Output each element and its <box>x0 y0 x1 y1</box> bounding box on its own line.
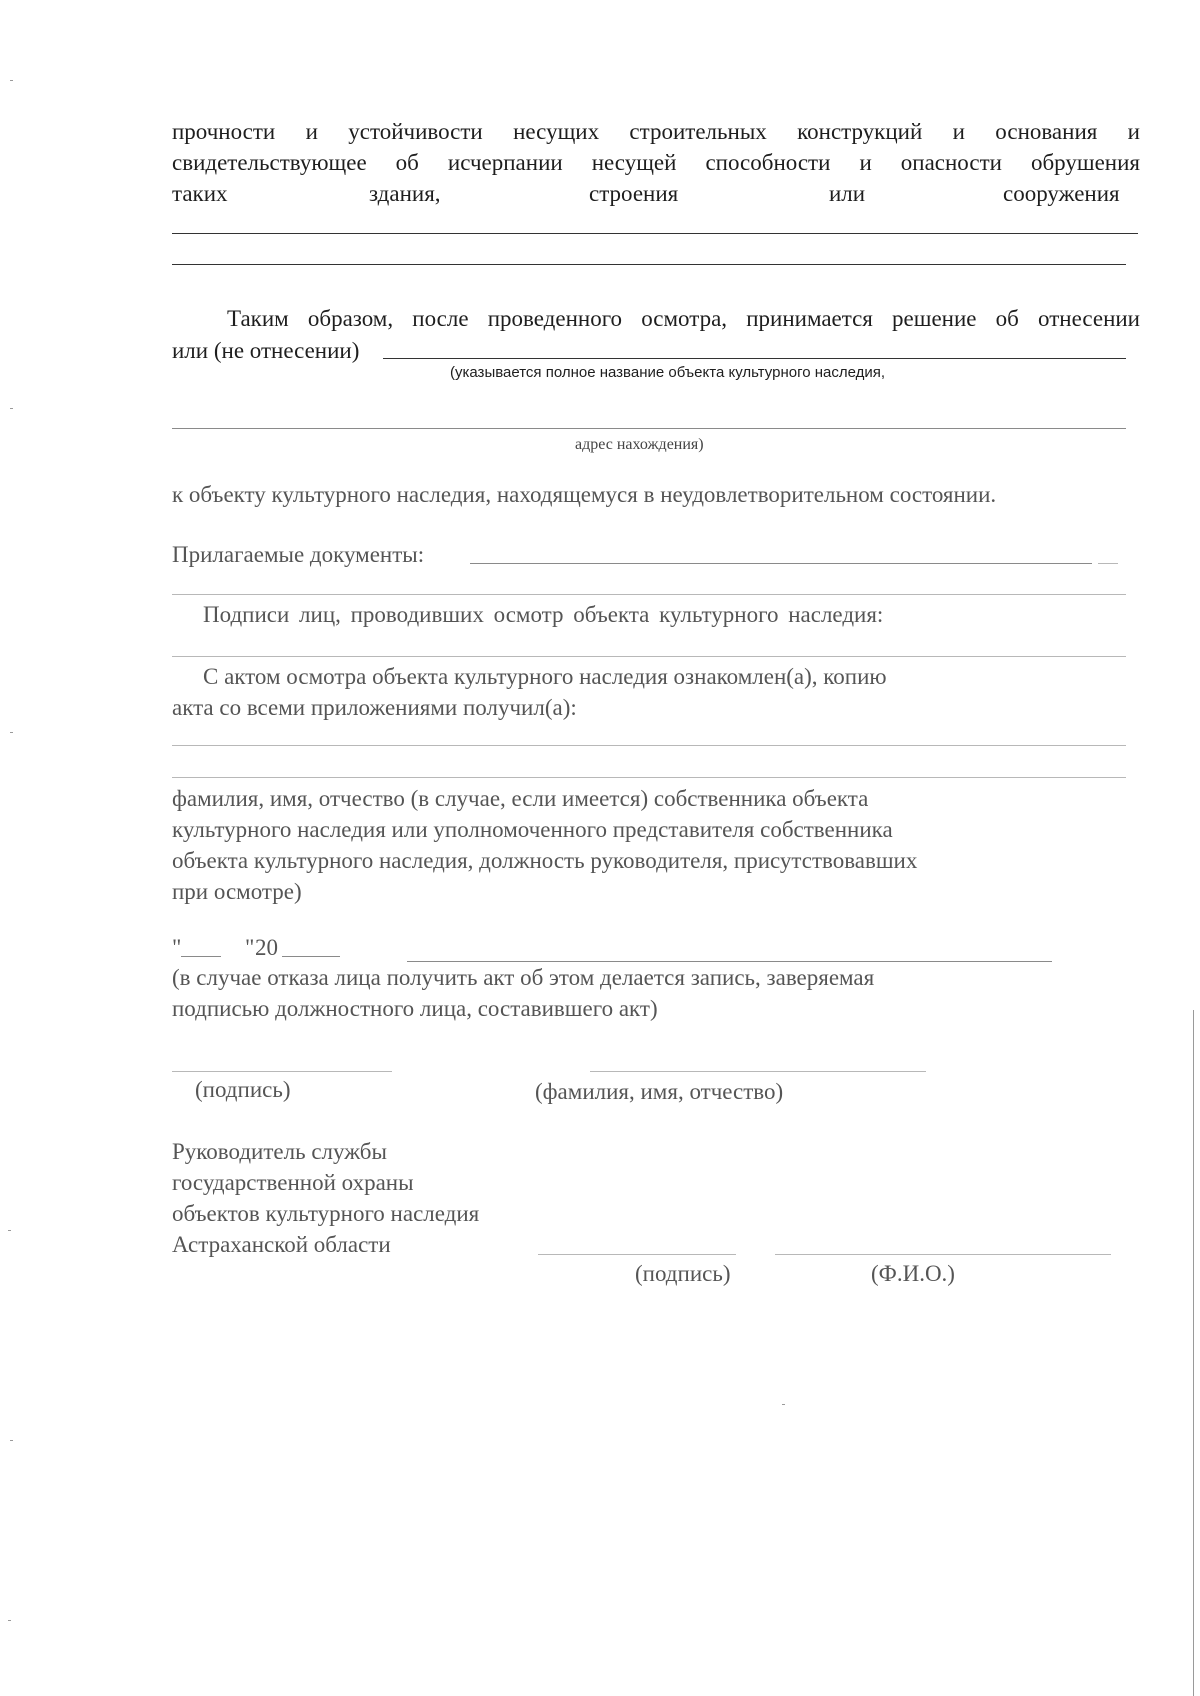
owner-line-1 <box>172 745 1126 746</box>
attachments-label: Прилагаемые документы: <box>172 542 425 567</box>
blank-line-1 <box>172 233 1138 234</box>
address-caption: адрес нахождения) <box>575 436 704 453</box>
attachments-line-2 <box>172 594 1126 595</box>
refusal-line-1: (в случае отказа лица получить акт об этом делается запись, заверяемая <box>172 965 875 990</box>
scan-speck <box>10 408 13 409</box>
signatures-intro: Подписи лиц, проводивших осмотр объекта культурного наследия: <box>203 602 884 627</box>
signature-line-1 <box>172 1071 392 1072</box>
head-name-line <box>775 1254 1111 1255</box>
paragraph-line-3-word-3: строения <box>589 181 679 206</box>
object-name-caption: (указывается полное название объекта культурного наследия, <box>450 364 886 381</box>
head-title-line-4: Астраханской области <box>172 1232 391 1257</box>
blank-line-2 <box>172 264 1126 265</box>
paragraph-line-3-word-5: сооружения <box>1003 181 1120 206</box>
scan-speck <box>782 1404 785 1405</box>
scan-speck <box>10 80 13 81</box>
paragraph-line-2: свидетельствующее об исчерпании несущей способности и опасности обрушения <box>172 150 1140 175</box>
conclusion-line-3: к объекту культурного наследия, находящемуся в неудовлетворительном состоянии. <box>172 482 997 507</box>
head-signature-caption: (подпись) <box>635 1261 731 1286</box>
paragraph-line-1: прочности и устойчивости несущих строительных конструкций и основания и <box>172 119 1140 144</box>
signatures-line <box>172 656 1126 657</box>
conclusion-line-1: Таким образом, после проведенного осмотра, принимается решение об отнесении <box>227 306 1140 331</box>
attachments-line <box>470 563 1092 564</box>
owner-caption-line-3: объекта культурного наследия, должность руководителя, присутствовавших <box>172 848 918 873</box>
owner-caption-line-4: при осмотре) <box>172 879 302 904</box>
scan-speck <box>8 1230 11 1231</box>
scan-speck <box>10 1440 13 1441</box>
name-line-1 <box>590 1071 926 1072</box>
address-line <box>172 428 1126 429</box>
date-open-quote: " <box>172 935 182 960</box>
object-name-line <box>383 358 1126 359</box>
head-title-line-2: государственной охраны <box>172 1170 414 1195</box>
owner-line-2 <box>172 777 1126 778</box>
name-caption-1: (фамилия, имя, отчество) <box>535 1079 784 1104</box>
attachments-line-dash <box>1098 563 1118 564</box>
scan-speck <box>10 732 13 733</box>
owner-caption-line-2: культурного наследия или уполномоченного представителя собственника <box>172 817 893 842</box>
scan-speck <box>8 1620 11 1621</box>
head-signature-line <box>538 1254 736 1255</box>
paragraph-line-3-word-1: таких <box>172 181 228 206</box>
paragraph-line-3-word-2: здания, <box>369 181 441 206</box>
head-name-caption: (Ф.И.О.) <box>871 1261 955 1286</box>
head-title-line-3: объектов культурного наследия <box>172 1201 480 1226</box>
owner-caption-line-1: фамилия, имя, отчество (в случае, если имеется) собственника объекта <box>172 786 869 811</box>
date-year-line <box>282 956 340 957</box>
scan-edge-line <box>1193 1010 1194 1696</box>
date-day-line <box>181 956 221 957</box>
date-year-prefix: 20 <box>255 935 278 960</box>
signature-caption-1: (подпись) <box>195 1077 291 1102</box>
refusal-line-2: подписью должностного лица, составившего акт) <box>172 996 658 1021</box>
acquaint-line-2: акта со всеми приложениями получил(а): <box>172 695 577 720</box>
acquaint-line-1: С актом осмотра объекта культурного наследия ознакомлен(а), копию <box>203 664 887 689</box>
paragraph-line-3-word-4: или <box>829 181 866 206</box>
date-right-line <box>407 961 1052 962</box>
head-title-line-1: Руководитель службы <box>172 1139 387 1164</box>
conclusion-line-2-prefix: или (не отнесении) <box>172 338 360 363</box>
date-close-quote: " <box>245 935 255 960</box>
